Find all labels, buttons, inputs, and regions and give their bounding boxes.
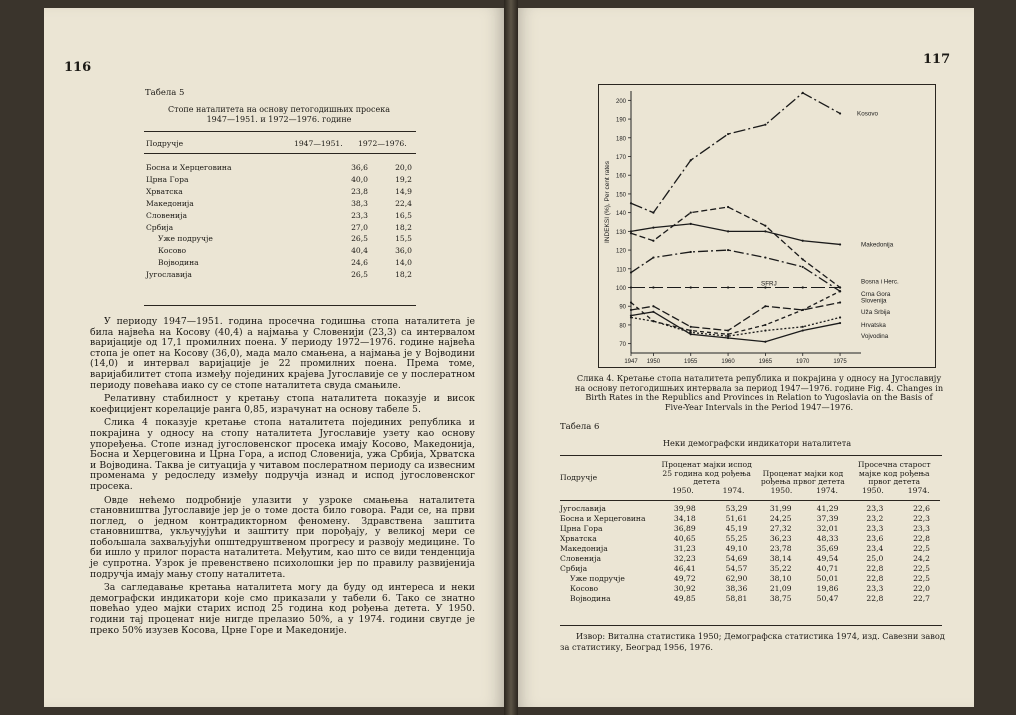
data-point [727,230,729,232]
cell-value: 32,01 [816,524,839,534]
row-name: Македонија [560,544,608,554]
table-rule [560,625,942,626]
cell-value: 21,09 [769,584,792,594]
cell-value: 53,29 [725,504,748,514]
table-caption [144,105,414,125]
y-tick-label: 200 [615,98,626,105]
cell-value: 23,3 [913,524,930,534]
cell-value: 40,4 [351,246,368,256]
birth-rate-chart [598,84,936,368]
table-row [146,186,412,198]
cell-value: 19,86 [816,584,839,594]
cell-value: 31,23 [673,544,696,554]
paragraph: Релативну стабилност у кретању стопа наталитета показује и висок коефицијент корелације ранга 0,85, израчунат на основу табеле 5. [90,393,475,415]
data-point [802,286,804,288]
table-row [146,233,412,245]
data-point [802,309,804,311]
cell-value: 50,01 [816,574,839,584]
table-rule [144,305,416,306]
line-label: Uža Srbija [861,308,891,316]
table-row [560,574,940,584]
table-label: Табела 5 [145,88,185,98]
cell-value: 49,10 [725,544,748,554]
data-point [764,329,766,331]
cell-value: 54,57 [725,564,748,574]
table-row [146,222,412,234]
row-name: Југославија [146,270,192,280]
cell-value: 27,32 [769,524,792,534]
year-header: 1950. [862,485,884,495]
data-point [652,305,654,307]
cell-value: 14,9 [395,186,412,196]
data-point [630,271,632,273]
year-header: 1950. [770,485,793,495]
cell-value: 35,22 [769,564,792,574]
row-header: Подручје [560,472,598,482]
data-point [764,124,766,126]
cell-value: 23,3 [866,524,884,534]
cell-value: 20,0 [395,163,412,172]
cell-value: 40,0 [351,174,368,184]
table-rule [144,131,416,132]
cell-value: 22,4 [395,198,412,208]
figure-caption: Слика 4. Кретање стопа наталитета република и покрајина у односу на Југославију на основу петогодишњих интервала за период 1947—1976. године Fig. 4. Changes in Birth Rates in the Republics and Provinces in Relation to Yugoslavia on the Basis of Five-Year Intervals in the Period 1947—1976. [574,373,944,412]
line-label: Bosna i Herc. [861,278,899,286]
cell-value: 23,8 [351,186,368,196]
table-row [146,174,412,186]
table-rule [560,455,942,456]
cell-value: 46,41 [673,564,696,574]
cell-value: 49,54 [816,554,839,564]
table-rule [144,153,416,154]
data-point [630,286,632,288]
cell-value: 54,69 [725,554,748,564]
series-line-slovenija [631,291,840,334]
data-point [764,225,766,227]
data-point [839,290,841,292]
cell-value: 45,19 [725,524,748,534]
book-gutter [504,0,518,715]
cell-value: 58,81 [725,594,748,604]
cell-value: 15,5 [395,234,412,244]
line-label: Crna Gora [861,290,891,298]
series-line-bosna-i-herc- [631,207,840,287]
data-point [802,326,804,328]
cell-value: 36,0 [395,246,412,256]
cell-value: 37,39 [816,514,839,524]
x-tick-label: 1947 [624,359,638,365]
y-tick-label: 120 [615,248,626,255]
series-line-hrvatska [631,317,840,336]
cell-value: 36,89 [673,524,696,534]
row-name: Босна и Херцеговина [146,163,232,172]
cell-value: 50,47 [816,594,839,604]
cell-value: 23,78 [769,544,792,554]
data-point [764,230,766,232]
data-point [839,112,841,114]
year-header: 1974. [907,485,930,495]
y-tick-label: 190 [615,117,626,124]
cell-value: 16,5 [395,210,412,220]
data-point [802,329,804,331]
row-name: Војводина [158,258,199,268]
group-header: Проценат мајки испод 25 година код рођења детета [661,460,752,487]
cell-value: 40,71 [816,564,839,574]
cell-value: 24,6 [351,258,368,268]
data-point [839,243,841,245]
line-label: SFRJ [761,280,777,288]
cell-value: 38,14 [769,554,792,564]
cell-value: 38,75 [769,594,792,604]
series-line-makedonija [631,224,840,245]
data-point [690,333,692,335]
cell-value: 34,18 [673,514,696,524]
cell-value: 22,5 [913,574,930,584]
row-name: Уже подручје [570,574,625,584]
table-row [560,594,940,604]
data-point [802,258,804,260]
table-caption-line: 1947—1951. и 1972—1976. године [206,115,352,124]
line-label: Makedonija [861,241,894,249]
cell-value: 22,5 [913,544,930,554]
cell-value: 23,6 [866,534,884,544]
row-name: Југославија [560,504,606,514]
cell-value: 25,0 [866,554,884,564]
cell-value: 22,6 [913,504,930,514]
x-tick-label: 1965 [758,359,773,365]
data-point [652,286,654,288]
y-tick-label: 110 [616,267,626,274]
cell-value: 23,3 [351,210,368,220]
right-page [512,8,974,707]
paragraph: Слика 4 показује кретање стопа наталитета појединих република и покрајина у односу на стопу наталитета Југославије узету као основу упоређења. Стопе изнад југословенског просека имају Косово, Македонија, Босна и Херцеговина и Црна Гора, а испод Словенија, ужа Србија, Хрватска и Војводина. Таква је ситуација у читавом послератном периоду са извесним променама у редоследу између подручја изнад и испод југословенског просека. [90,417,475,492]
table-caption-line: Стопе наталитета на основу петогодишњих просека [168,105,390,114]
y-tick-label: 170 [615,155,626,161]
x-tick-label: 1960 [721,359,735,365]
data-point [630,230,632,232]
row-name: Црна Гора [146,174,189,184]
row-name: Србија [560,564,588,574]
chart-svg [599,85,935,367]
x-tick-label: 1950 [646,359,661,365]
line-label: Slovenija [861,297,887,305]
cell-value: 27,0 [351,222,368,232]
table-row [560,544,940,554]
cell-value: 51,61 [725,514,748,524]
data-point [727,249,729,251]
table-label: Табела 6 [560,422,600,432]
row-name: Уже подручје [158,234,213,244]
y-tick-label: 160 [615,173,626,180]
row-name: Босна и Херцеговина [560,514,646,524]
cell-value: 18,2 [395,270,412,280]
data-point [630,309,632,311]
cell-value: 36,23 [769,534,792,544]
cell-value: 23,2 [866,514,884,524]
column-header: 1947—1951. [294,139,343,148]
cell-value: 36,6 [351,163,368,172]
data-point [652,320,654,322]
cell-value: 39,98 [673,504,696,514]
series-line-kosovo [631,93,840,213]
row-name: Војводина [570,594,611,604]
y-axis-label: INDEKSI (%), Per cent rates [604,161,611,243]
data-point [690,286,692,288]
data-point [727,337,729,339]
table-row [146,257,412,269]
cell-value: 22,7 [913,594,930,604]
table-row [560,534,940,544]
data-point [630,314,632,316]
table-row [560,554,940,564]
cell-value: 26,5 [351,234,368,244]
cell-value: 23,3 [866,584,884,594]
table-row [146,210,412,222]
column-header: Подручје [146,139,184,148]
data-point [690,223,692,225]
y-tick-label: 140 [615,211,626,218]
cell-value: 23,3 [866,504,884,514]
cell-value: 26,5 [351,270,368,280]
cell-value: 40,65 [673,534,696,544]
cell-value: 24,2 [913,554,930,564]
data-point [839,301,841,303]
cell-value: 22,8 [866,564,884,574]
row-name: Македонија [146,198,194,208]
table-row [146,269,412,281]
x-tick-label: 1955 [684,359,698,365]
series-line-crna-gora [631,250,840,291]
data-point [690,212,692,214]
cell-value: 30,92 [673,584,696,594]
data-point [764,341,766,343]
data-point [690,329,692,331]
cell-value: 35,69 [816,544,839,554]
table-row [146,245,412,257]
data-point [652,256,654,258]
left-page [44,8,508,707]
paragraph: За сагледавање кретања наталитета могу да буду од интереса и неки демографски индикатори које смо приказали у табели 6. Тако се знатно повећао удео мајки старих испод 25 година код рођења детета. У 1950. години тај проценат није нигде прелазио 50%, а у 1974. години свугде је преко 50% изузев Косова, Црне Горе и Македоније. [90,582,475,636]
data-point [802,240,804,242]
data-point [690,251,692,253]
line-label: Kosovo [857,110,879,118]
cell-value: 49,85 [673,594,696,604]
cell-value: 38,3 [351,198,368,208]
y-tick-label: 100 [615,286,626,292]
data-point [764,305,766,307]
data-point [690,159,692,161]
data-point [839,322,841,324]
row-name: Хрватска [560,534,597,544]
data-point [630,202,632,204]
data-point [764,324,766,326]
cell-value: 18,2 [395,222,412,232]
paragraph: У периоду 1947—1951. година просечна годишња стопа наталитета је била највећа на Косову (40,4) а најмања у Словенији (23,3) са интервалом варијације од 17,1 промилних поена. У периоду 1972—1976. године највећа стопа је опет на Косову (36,0), мада мало смањена, а најмања је у Војводини (14,0) и интервал варијације је 22 промилних поена. Према томе, варијабилитет стопа између појединих крајева Југославије се у послератном периоду повећава иако су се стопе наталитета свуда смањиле. [90,316,475,391]
birth-rate-table [146,162,412,281]
cell-value: 24,25 [769,514,792,524]
data-point [839,286,841,288]
line-label: Vojvodina [861,333,889,341]
data-point [727,335,729,337]
group-header: Просечна старост мајке код рођења првог детета [857,460,931,487]
group-header: Проценат мајки код рођења првог детета [760,468,845,487]
table-row [146,162,412,174]
x-tick-label: 1975 [833,359,847,365]
cell-value: 32,23 [673,554,696,564]
data-point [630,301,632,303]
cell-value: 38,36 [725,584,748,594]
cell-value: 62,90 [725,574,748,584]
y-tick-label: 90 [619,304,626,311]
cell-value: 22,8 [913,534,930,544]
data-point [727,133,729,135]
cell-value: 19,2 [395,174,412,184]
row-name: Косово [570,584,599,594]
body-text [90,317,475,639]
y-tick-label: 80 [619,323,626,330]
year-header: 1950. [671,485,694,495]
row-name: Словенија [560,554,601,564]
table-row [560,514,940,524]
data-point [802,266,804,268]
paragraph: Овде нећемо подробније улазити у узроке смањења наталитета становништва Југославије јер је о томе доста било говора. Ради се, на први поглед, о једном контрадикторном феномену. Здравствена заштита становништва, укључујући и заштиту при порођају, у великој мери се побољшала захваљујући општедруштвеном прогресу и развоју медицине. То би ишло у прилог пораста наталитета. Међутим, као што се види тенденција је супротна. Узрок је превенствено психолошки јер по правилу развијенија подручја имају мању стопу наталитета. [90,494,475,580]
cell-value: 41,29 [816,504,839,514]
cell-value: 48,33 [816,534,839,544]
series-line-vojvodina [631,312,840,342]
data-point [652,311,654,313]
cell-value: 38,10 [769,574,792,584]
cell-value: 22,0 [913,584,930,594]
data-point [690,326,692,328]
data-point [652,212,654,214]
data-point [652,227,654,229]
cell-value: 49,72 [673,574,696,584]
row-name: Словенија [146,210,187,220]
line-label: Hrvatska [861,321,886,329]
row-name: Косово [158,246,187,256]
y-tick-label: 70 [619,342,626,349]
y-tick-label: 130 [615,229,626,236]
cell-value: 23,4 [866,544,884,554]
data-point [839,316,841,318]
data-point [652,240,654,242]
row-name: Србија [146,222,174,232]
row-name: Хрватска [146,186,183,196]
data-point [727,329,729,331]
data-point [727,333,729,335]
page-number: 116 [64,60,92,75]
data-point [630,316,632,318]
row-name: Црна Гора [560,524,603,534]
data-point [802,92,804,94]
y-tick-label: 150 [615,192,626,199]
cell-value: 22,8 [866,574,884,584]
cell-value: 31,99 [769,504,792,514]
table-row [560,524,940,534]
table-caption: Неки демографски индикатори наталитета [662,438,852,448]
cell-value: 22,3 [913,514,930,524]
cell-value: 22,8 [866,594,884,604]
x-tick-label: 1970 [796,359,810,365]
table-row [560,564,940,574]
page-number: 117 [923,52,951,67]
year-header: 1974. [816,485,838,495]
data-point [630,232,632,234]
source-note: Извор: Витална статистика 1950; Демографска статистика 1974, изд. Савезни завод за статистику, Београд 1956, 1976. [560,631,945,652]
data-point [727,286,729,288]
table-row [560,584,940,594]
y-tick-label: 180 [615,136,626,143]
table-row [560,504,940,514]
column-header: 1972—1976. [358,139,407,148]
data-point [764,256,766,258]
year-header: 1974. [722,485,745,495]
demographic-indicators-table [560,461,940,604]
table-row [146,198,412,210]
cell-value: 22,5 [913,564,930,574]
cell-value: 14,0 [395,258,412,268]
data-point [727,206,729,208]
cell-value: 55,25 [725,534,748,544]
